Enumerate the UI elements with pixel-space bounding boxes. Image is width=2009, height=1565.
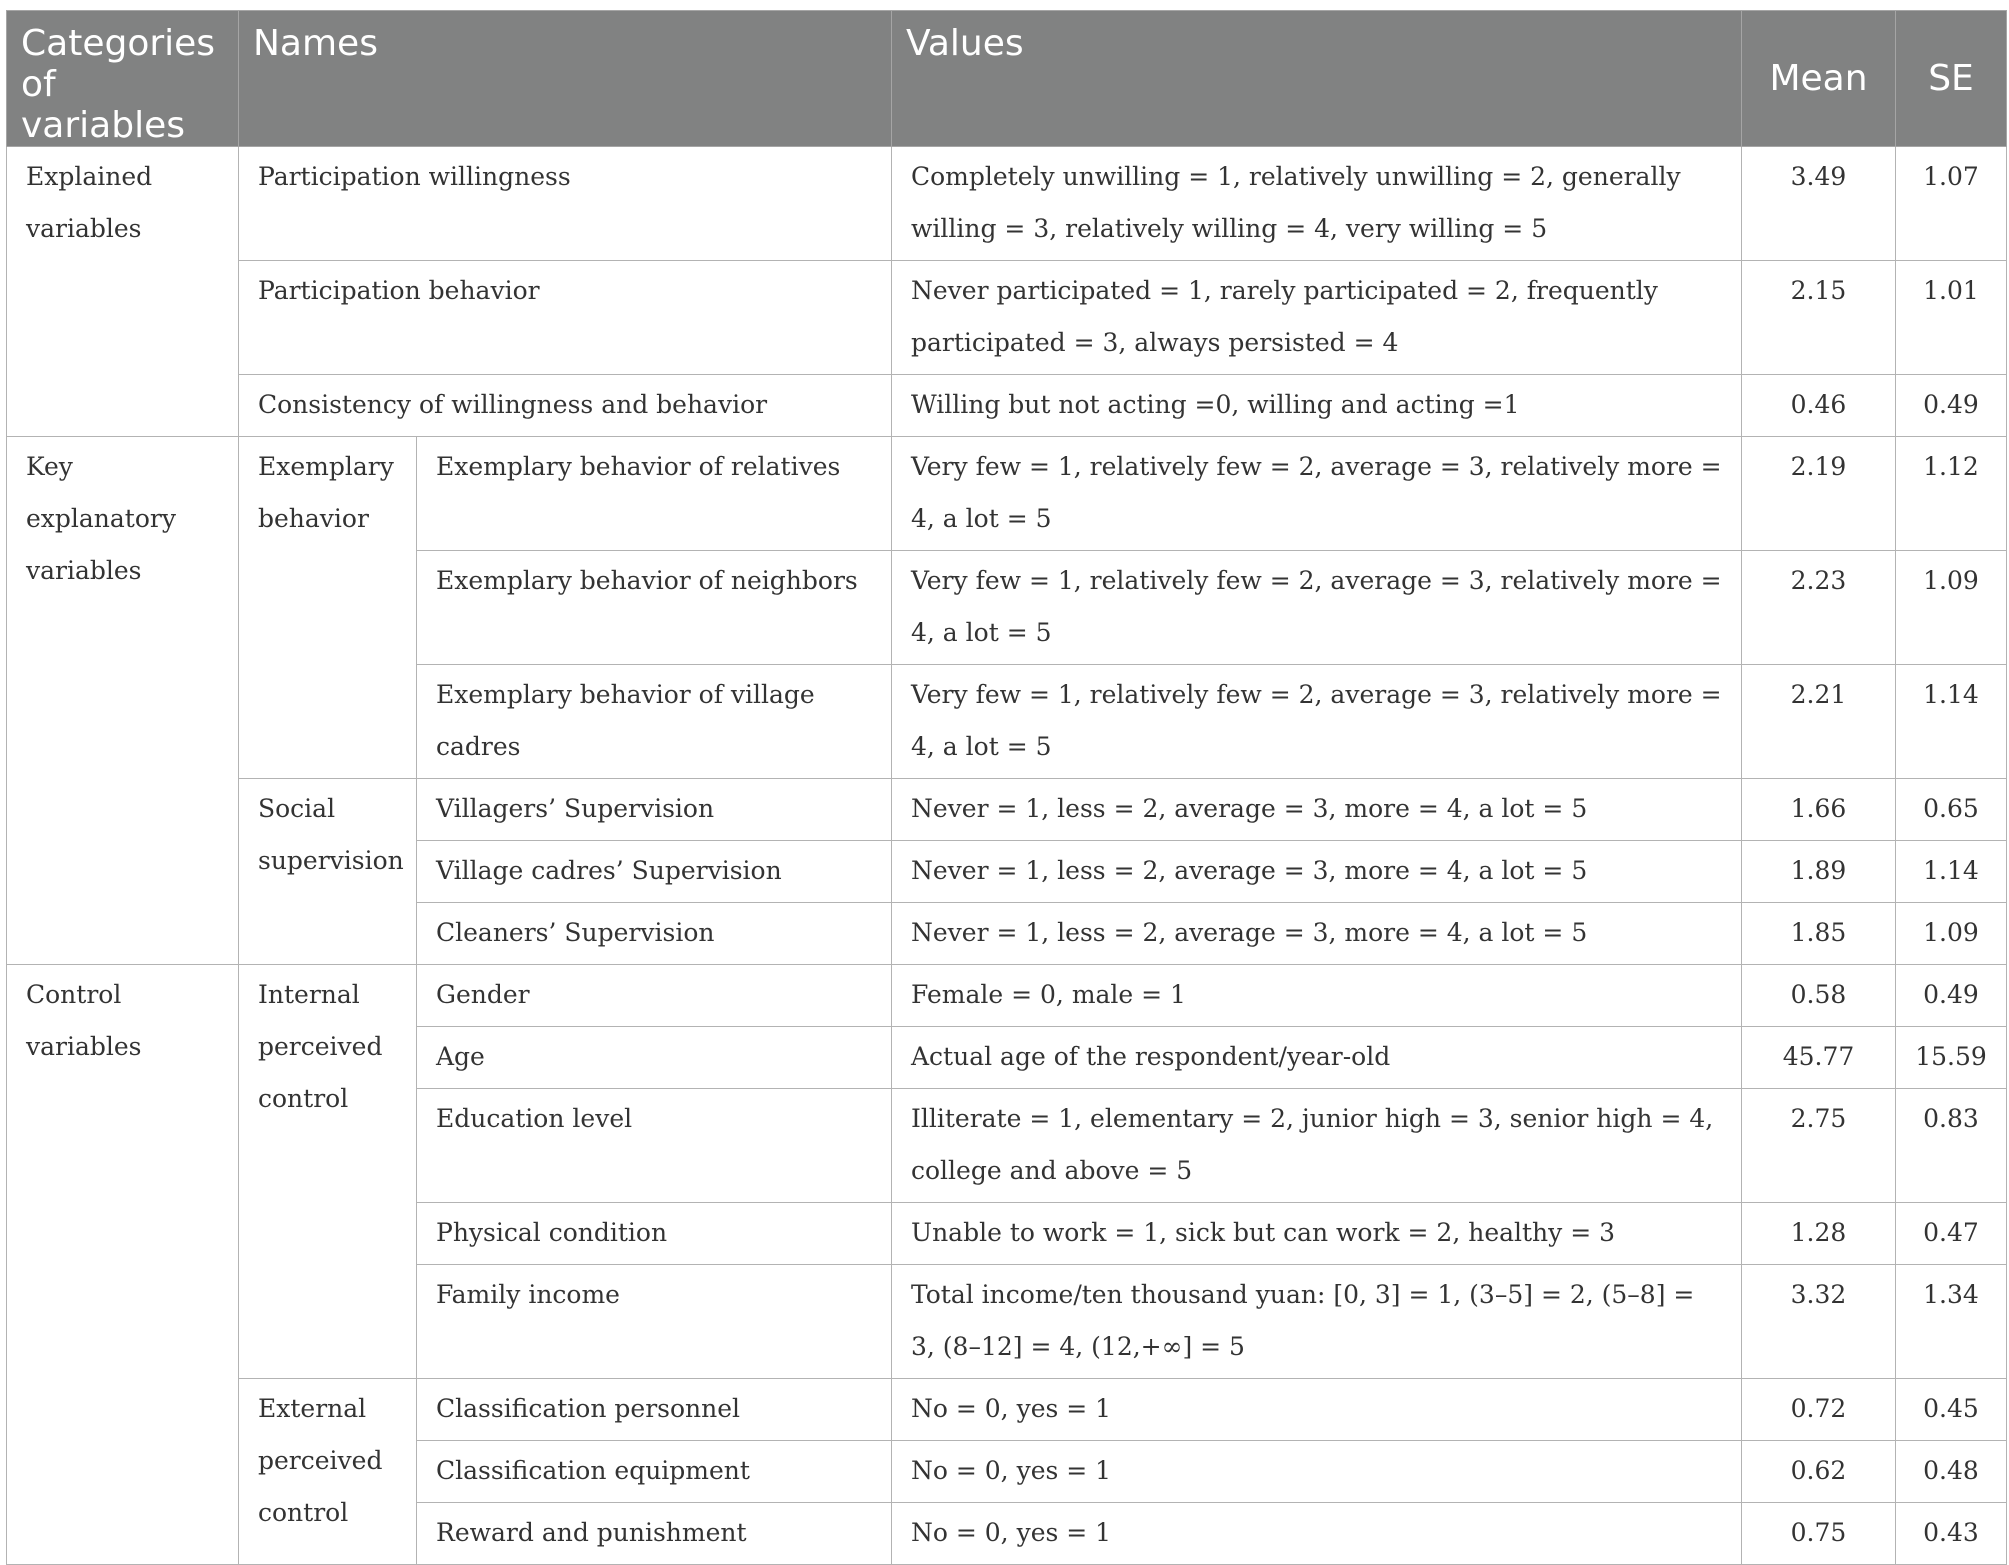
category-cell: Control variables bbox=[7, 965, 239, 1565]
variable-name: Cleaners’ Supervision bbox=[417, 903, 892, 965]
mean-value: 1.89 bbox=[1742, 841, 1896, 903]
variable-name: Village cadres’ Supervision bbox=[417, 841, 892, 903]
variable-name: Exemplary behavior of village cadres bbox=[417, 665, 892, 779]
mean-value: 2.21 bbox=[1742, 665, 1896, 779]
mean-value: 0.72 bbox=[1742, 1379, 1896, 1441]
variable-name: Education level bbox=[417, 1089, 892, 1203]
variable-values: Female = 0, male = 1 bbox=[892, 965, 1742, 1027]
table-header bbox=[7, 11, 2007, 147]
se-value: 0.47 bbox=[1896, 1203, 2007, 1265]
header-row bbox=[7, 11, 2007, 147]
se-value: 1.09 bbox=[1896, 903, 2007, 965]
table-row bbox=[7, 965, 2007, 1027]
variable-name: Exemplary behavior of relatives bbox=[417, 437, 892, 551]
header-categories: Categories of variables bbox=[7, 11, 239, 147]
table-row bbox=[7, 147, 2007, 261]
mean-value: 0.46 bbox=[1742, 375, 1896, 437]
mean-value: 2.23 bbox=[1742, 551, 1896, 665]
subcategory-cell: Social supervision bbox=[239, 779, 417, 965]
header-names: Names bbox=[239, 11, 892, 147]
table-row bbox=[7, 1379, 2007, 1441]
variables-table-container bbox=[6, 10, 2006, 1565]
se-value: 1.14 bbox=[1896, 841, 2007, 903]
variable-values: Never = 1, less = 2, average = 3, more = 4, a lot = 5 bbox=[892, 841, 1742, 903]
table-body bbox=[7, 147, 2007, 1565]
variable-values: Never = 1, less = 2, average = 3, more = 4, a lot = 5 bbox=[892, 903, 1742, 965]
se-value: 1.01 bbox=[1896, 261, 2007, 375]
se-value: 1.07 bbox=[1896, 147, 2007, 261]
variable-values: Very few = 1, relatively few = 2, average = 3, relatively more = 4, a lot = 5 bbox=[892, 437, 1742, 551]
table-row bbox=[7, 779, 2007, 841]
table-row bbox=[7, 375, 2007, 437]
variable-values: No = 0, yes = 1 bbox=[892, 1503, 1742, 1565]
se-value: 1.34 bbox=[1896, 1265, 2007, 1379]
variables-table bbox=[6, 10, 2007, 1565]
variable-name: Family income bbox=[417, 1265, 892, 1379]
category-cell: Key explanatory variables bbox=[7, 437, 239, 965]
variable-name: Participation behavior bbox=[239, 261, 892, 375]
subcategory-cell: Exemplary behavior bbox=[239, 437, 417, 779]
mean-value: 2.75 bbox=[1742, 1089, 1896, 1203]
variable-values: No = 0, yes = 1 bbox=[892, 1379, 1742, 1441]
mean-value: 0.62 bbox=[1742, 1441, 1896, 1503]
table-row bbox=[7, 261, 2007, 375]
header-mean: Mean bbox=[1742, 11, 1896, 147]
header-values: Values bbox=[892, 11, 1742, 147]
mean-value: 3.49 bbox=[1742, 147, 1896, 261]
se-value: 1.09 bbox=[1896, 551, 2007, 665]
variable-values: Never = 1, less = 2, average = 3, more = 4, a lot = 5 bbox=[892, 779, 1742, 841]
se-value: 0.48 bbox=[1896, 1441, 2007, 1503]
mean-value: 3.32 bbox=[1742, 1265, 1896, 1379]
mean-value: 1.66 bbox=[1742, 779, 1896, 841]
variable-values: Completely unwilling = 1, relatively unwilling = 2, generally willing = 3, relatively willing = 4, very willing = 5 bbox=[892, 147, 1742, 261]
mean-value: 2.19 bbox=[1742, 437, 1896, 551]
variable-name: Participation willingness bbox=[239, 147, 892, 261]
variable-values: Never participated = 1, rarely participated = 2, frequently participated = 3, always persisted = 4 bbox=[892, 261, 1742, 375]
se-value: 0.65 bbox=[1896, 779, 2007, 841]
variable-name: Villagers’ Supervision bbox=[417, 779, 892, 841]
variable-values: Willing but not acting =0, willing and acting =1 bbox=[892, 375, 1742, 437]
mean-value: 2.15 bbox=[1742, 261, 1896, 375]
category-cell: Explained variables bbox=[7, 147, 239, 437]
header-se: SE bbox=[1896, 11, 2007, 147]
variable-values: No = 0, yes = 1 bbox=[892, 1441, 1742, 1503]
mean-value: 1.28 bbox=[1742, 1203, 1896, 1265]
mean-value: 0.58 bbox=[1742, 965, 1896, 1027]
se-value: 15.59 bbox=[1896, 1027, 2007, 1089]
se-value: 0.83 bbox=[1896, 1089, 2007, 1203]
variable-name: Gender bbox=[417, 965, 892, 1027]
variable-values: Illiterate = 1, elementary = 2, junior high = 3, senior high = 4, college and above = 5 bbox=[892, 1089, 1742, 1203]
variable-values: Actual age of the respondent/year-old bbox=[892, 1027, 1742, 1089]
variable-values: Very few = 1, relatively few = 2, average = 3, relatively more = 4, a lot = 5 bbox=[892, 665, 1742, 779]
se-value: 0.43 bbox=[1896, 1503, 2007, 1565]
variable-values: Unable to work = 1, sick but can work = 2, healthy = 3 bbox=[892, 1203, 1742, 1265]
variable-name: Reward and punishment bbox=[417, 1503, 892, 1565]
se-value: 0.49 bbox=[1896, 965, 2007, 1027]
variable-values: Very few = 1, relatively few = 2, average = 3, relatively more = 4, a lot = 5 bbox=[892, 551, 1742, 665]
variable-name: Physical condition bbox=[417, 1203, 892, 1265]
variable-name: Classification personnel bbox=[417, 1379, 892, 1441]
variable-name: Consistency of willingness and behavior bbox=[239, 375, 892, 437]
se-value: 0.49 bbox=[1896, 375, 2007, 437]
variable-name: Age bbox=[417, 1027, 892, 1089]
variable-values: Total income/ten thousand yuan: [0, 3] = 1, (3–5] = 2, (5–8] = 3, (8–12] = 4, (12,+∞] = 5 bbox=[892, 1265, 1742, 1379]
table-row bbox=[7, 437, 2007, 551]
subcategory-cell: Internal perceived control bbox=[239, 965, 417, 1379]
mean-value: 45.77 bbox=[1742, 1027, 1896, 1089]
variable-name: Classification equipment bbox=[417, 1441, 892, 1503]
se-value: 0.45 bbox=[1896, 1379, 2007, 1441]
variable-name: Exemplary behavior of neighbors bbox=[417, 551, 892, 665]
mean-value: 1.85 bbox=[1742, 903, 1896, 965]
subcategory-cell: External perceived control bbox=[239, 1379, 417, 1565]
mean-value: 0.75 bbox=[1742, 1503, 1896, 1565]
se-value: 1.14 bbox=[1896, 665, 2007, 779]
se-value: 1.12 bbox=[1896, 437, 2007, 551]
